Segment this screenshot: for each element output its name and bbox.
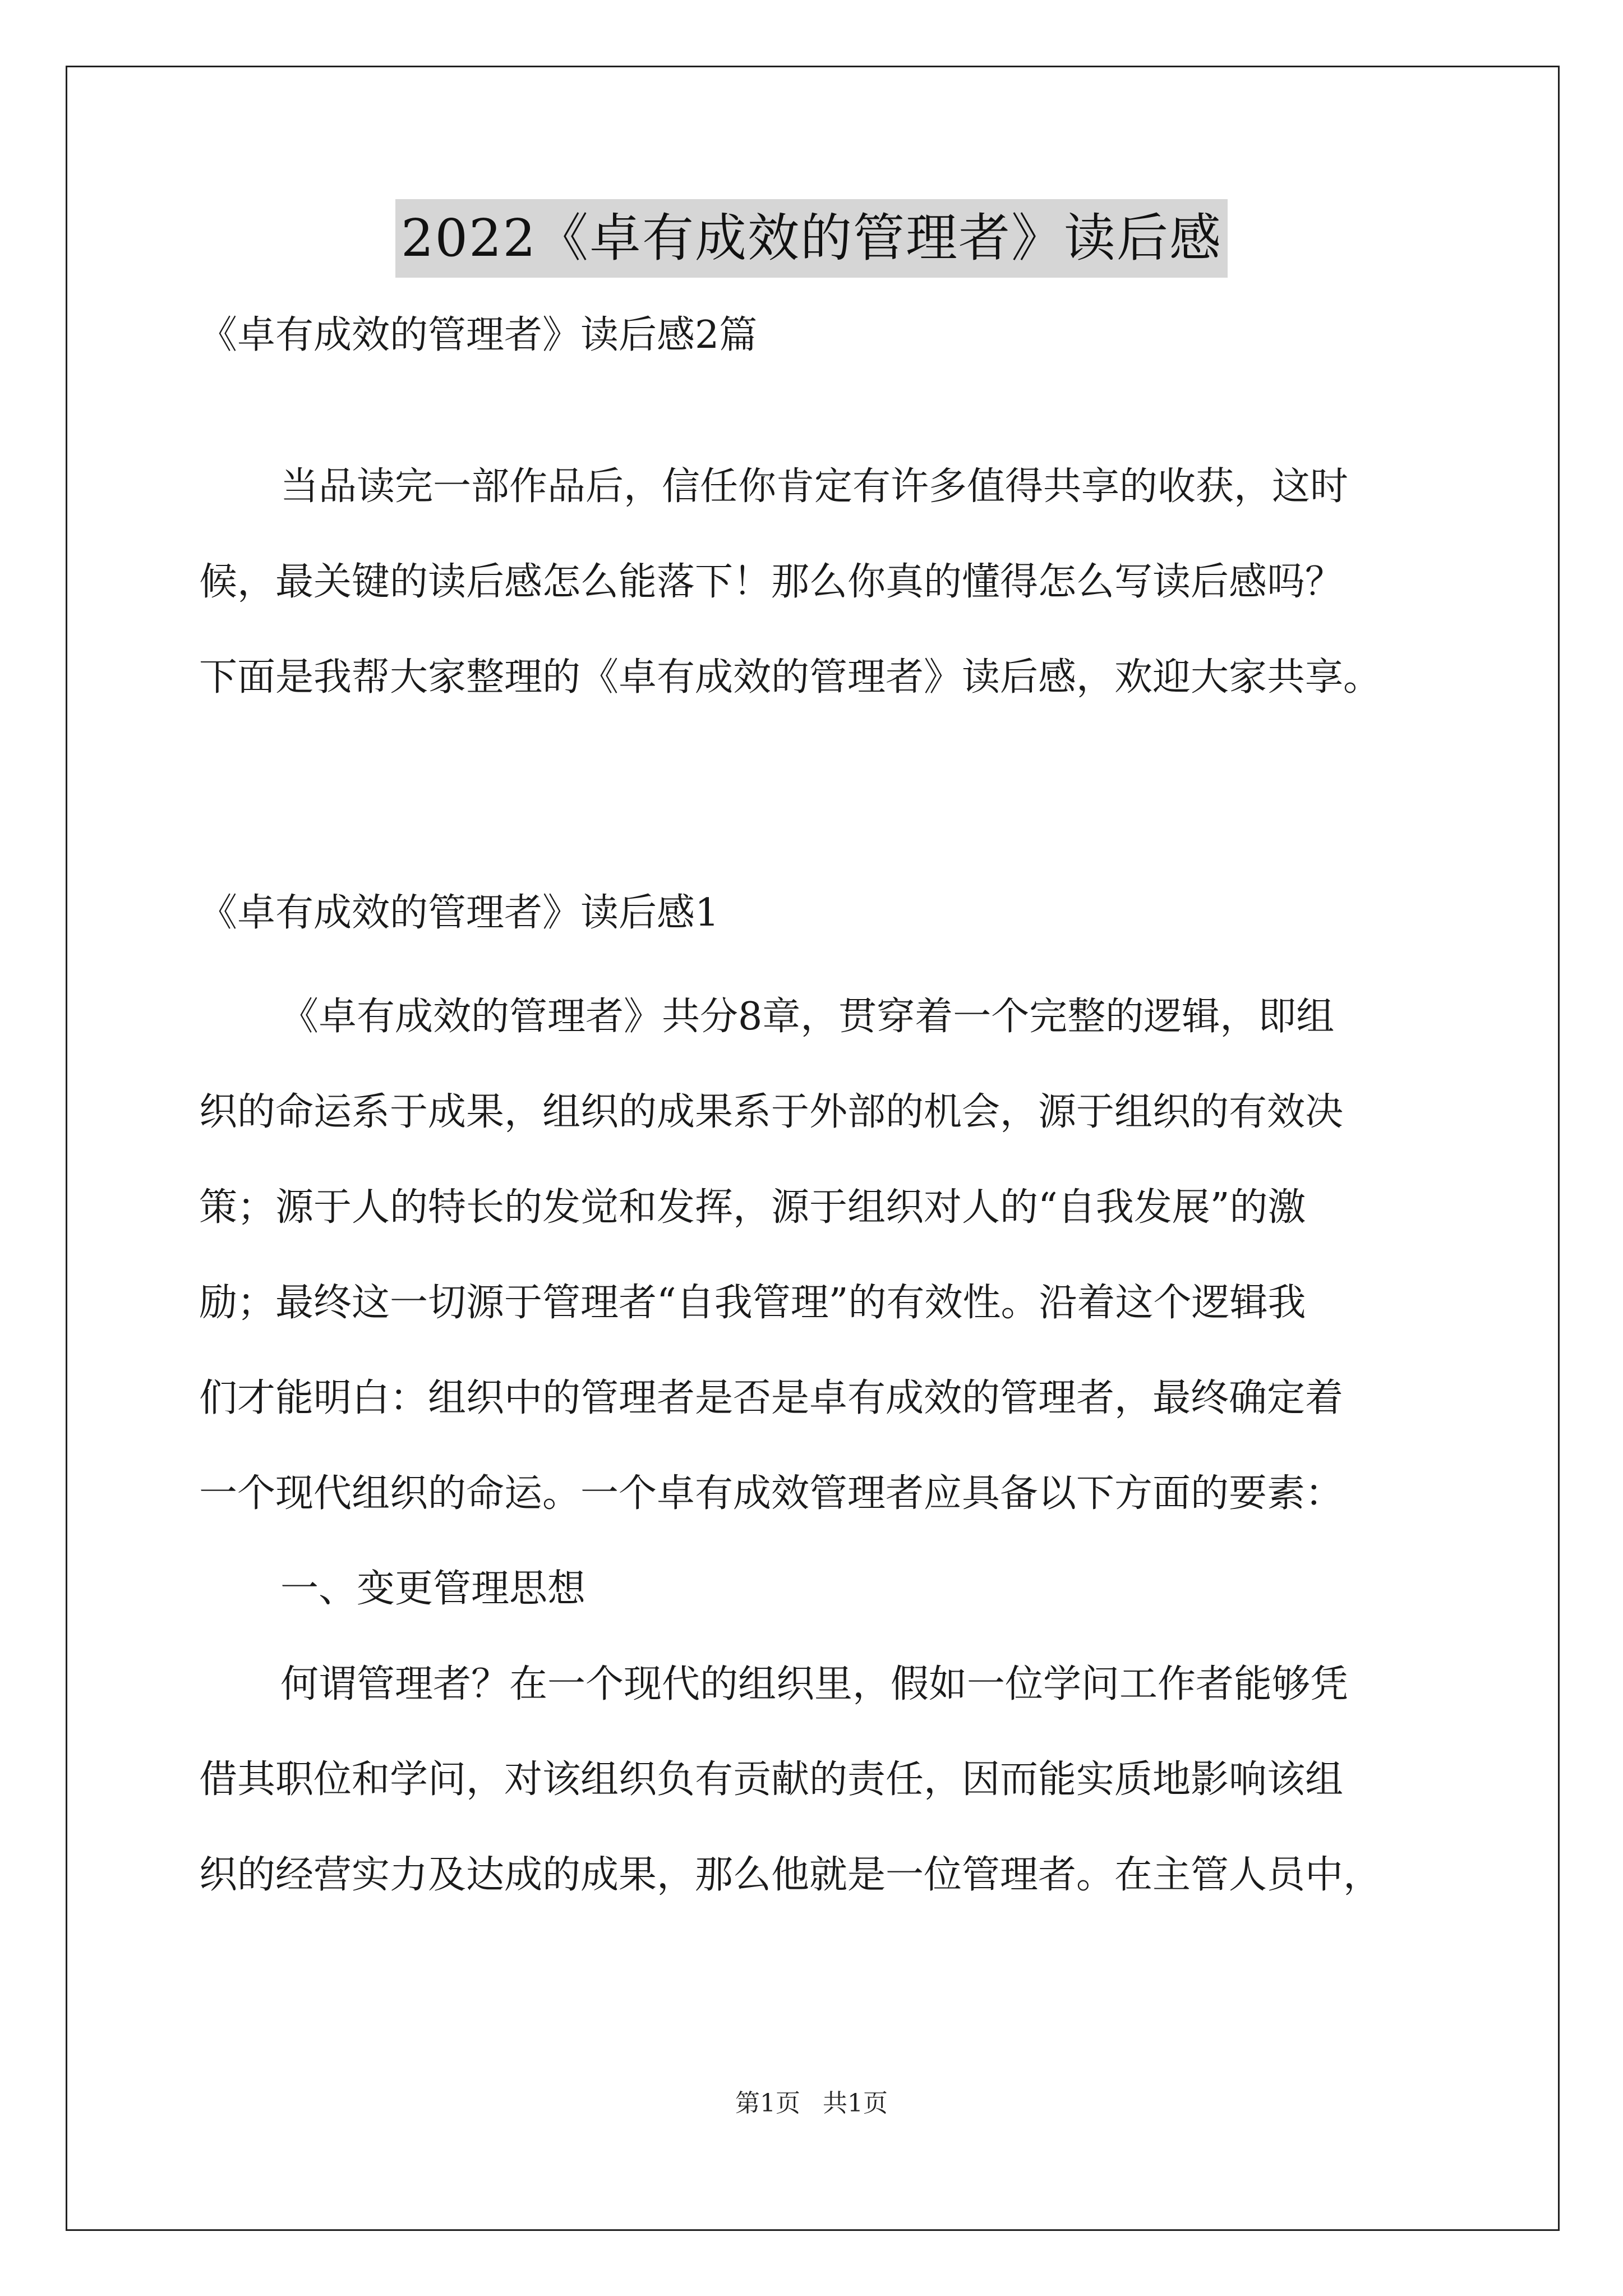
point1-heading: 一、变更管理思想 xyxy=(280,1567,586,1611)
intro-line-3: 下面是我帮大家整理的《卓有成效的管理者》读后感，欢迎大家共享。 xyxy=(199,655,1382,700)
point1-line-1: 何谓管理者？在一个现代的组织里，假如一位学问工作者能够凭 xyxy=(280,1662,1349,1706)
point1-line-3: 织的经营实力及达成的成果，那么他就是一位管理者。在主管人员中， xyxy=(199,1853,1382,1897)
page-border xyxy=(66,66,1560,2231)
page-footer xyxy=(0,2087,1623,2120)
document-title: 2022《卓有成效的管理者》读后感 xyxy=(395,199,1228,278)
section1-line-1: 《卓有成效的管理者》共分8章，贯穿着一个完整的逻辑，即组 xyxy=(280,995,1335,1039)
intro-line-1: 当品读完一部作品后，信任你肯定有许多值得共享的收获，这时 xyxy=(280,464,1349,509)
title-container xyxy=(0,199,1623,278)
intro-line-2: 候，最关键的读后感怎么能落下！那么你真的懂得怎么写读后感吗？ xyxy=(199,560,1344,604)
page-number-current: 第1页 xyxy=(735,2089,800,2118)
section1-line-6: 一个现代组织的命运。一个卓有成效管理者应具备以下方面的要素： xyxy=(199,1471,1344,1516)
page-number-total: 共1页 xyxy=(823,2089,888,2118)
point1-line-2: 借其职位和学问，对该组织负有贡献的责任，因而能实质地影响该组 xyxy=(199,1757,1344,1802)
section1-line-5: 们才能明白：组织中的管理者是否是卓有成效的管理者，最终确定着 xyxy=(199,1376,1344,1420)
section1-line-3: 策；源于人的特长的发觉和发挥，源于组织对人的“自我发展”的激 xyxy=(199,1185,1306,1230)
section1-line-2: 织的命运系于成果，组织的成果系于外部的机会，源于组织的有效决 xyxy=(199,1090,1344,1134)
section1-line-4: 励；最终这一切源于管理者“自我管理”的有效性。沿着这个逻辑我 xyxy=(199,1281,1306,1325)
document-subtitle: 《卓有成效的管理者》读后感2篇 xyxy=(199,313,758,357)
section1-heading: 《卓有成效的管理者》读后感1 xyxy=(199,891,720,935)
